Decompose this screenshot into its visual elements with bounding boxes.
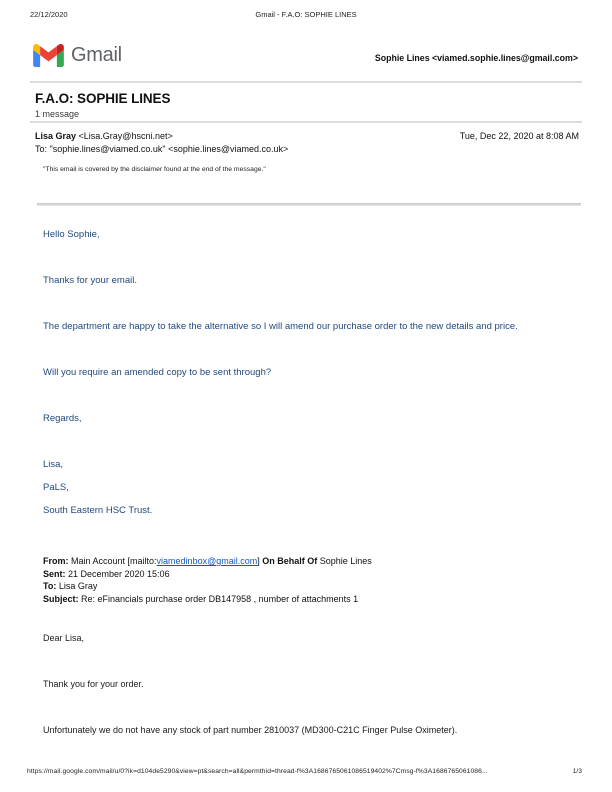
gmail-wordmark: Gmail xyxy=(71,44,122,66)
message-count: 1 message xyxy=(35,109,80,119)
message-header xyxy=(35,130,579,155)
quoted-subject-line xyxy=(43,593,582,606)
from-pre: Main Account [mailto: xyxy=(68,556,157,566)
footer-page-number: 1/3 xyxy=(572,768,582,775)
reply-body xyxy=(43,229,582,528)
sender-name: Lisa Gray xyxy=(35,131,77,141)
quoted-paragraph: Dear Lisa, xyxy=(43,633,85,643)
divider-top xyxy=(30,81,582,83)
to-label: To: xyxy=(43,581,57,592)
quoted-from-line xyxy=(43,555,582,568)
quoted-message-header xyxy=(43,555,582,605)
on-behalf-of-label: On Behalf Of xyxy=(262,556,318,566)
sent-value: 21 December 2020 15:06 xyxy=(65,568,170,579)
gmail-m-icon xyxy=(33,44,64,67)
divider-thread xyxy=(30,121,582,123)
quoted-paragraph: Unfortunately we do not have any stock of part number 2810037 (MD300-C21C Finger Pulse Oximeter). xyxy=(43,725,458,735)
to-value: Lisa Gray xyxy=(56,581,98,592)
from-label: From: xyxy=(43,556,69,566)
thread-subject: F.A.O: SOPHIE LINES xyxy=(35,91,171,106)
mailto-link[interactable]: viamedinbox@gmail.com xyxy=(156,556,258,566)
signature-line: South Eastern HSC Trust. xyxy=(43,505,153,516)
reply-paragraph: Thanks for your email. xyxy=(43,275,137,286)
message-date: Tue, Dec 22, 2020 at 8:08 AM xyxy=(459,131,579,141)
print-date: 22/12/2020 xyxy=(30,10,68,19)
quoted-message-body xyxy=(43,633,582,771)
footer-url: https://mail.google.com/mail/u/0?ik=d104de5290&view=pt&search=all&permthid=thread-f%3A1686765061086519402%7Cmsg-f%3A1686765061086... xyxy=(27,768,488,775)
account-owner: Sophie Lines <viamed.sophie.lines@gmail.com> xyxy=(374,53,578,63)
sent-label: Sent: xyxy=(43,568,66,579)
reply-paragraph: Regards, xyxy=(43,413,82,424)
reply-paragraph: Hello Sophie, xyxy=(43,229,100,240)
subject-value: Re: eFinancials purchase order DB147958 , number of attachments 1 xyxy=(78,593,359,604)
sender-email: <Lisa.Gray@hscni.net> xyxy=(76,131,173,141)
subject-label: Subject: xyxy=(43,593,79,604)
quoted-to-line xyxy=(43,580,582,593)
from-post: ] xyxy=(257,556,263,566)
signature-line: PaLS, xyxy=(43,482,69,493)
divider-body xyxy=(37,203,581,206)
quoted-paragraph: Thank you for your order. xyxy=(43,679,144,689)
gmail-logo xyxy=(33,44,122,67)
reply-paragraph: The department are happy to take the alternative so I will amend our purchase order to the new details and price. xyxy=(43,321,518,332)
signature-line: Lisa, xyxy=(43,459,64,470)
recipient-line: To: "sophie.lines@viamed.co.uk" <sophie.lines@viamed.co.uk> xyxy=(35,143,289,154)
reply-paragraph: Will you require an amended copy to be sent through? xyxy=(43,367,272,378)
print-title: Gmail - F.A.O: SOPHIE LINES xyxy=(255,10,357,19)
print-footer xyxy=(27,768,582,775)
quoted-sent-line xyxy=(43,568,582,581)
on-behalf-of-value: Sophie Lines xyxy=(317,556,372,566)
disclaimer-text: "This email is covered by the disclaimer found at the end of the message." xyxy=(43,166,266,173)
sender-line xyxy=(35,130,173,143)
